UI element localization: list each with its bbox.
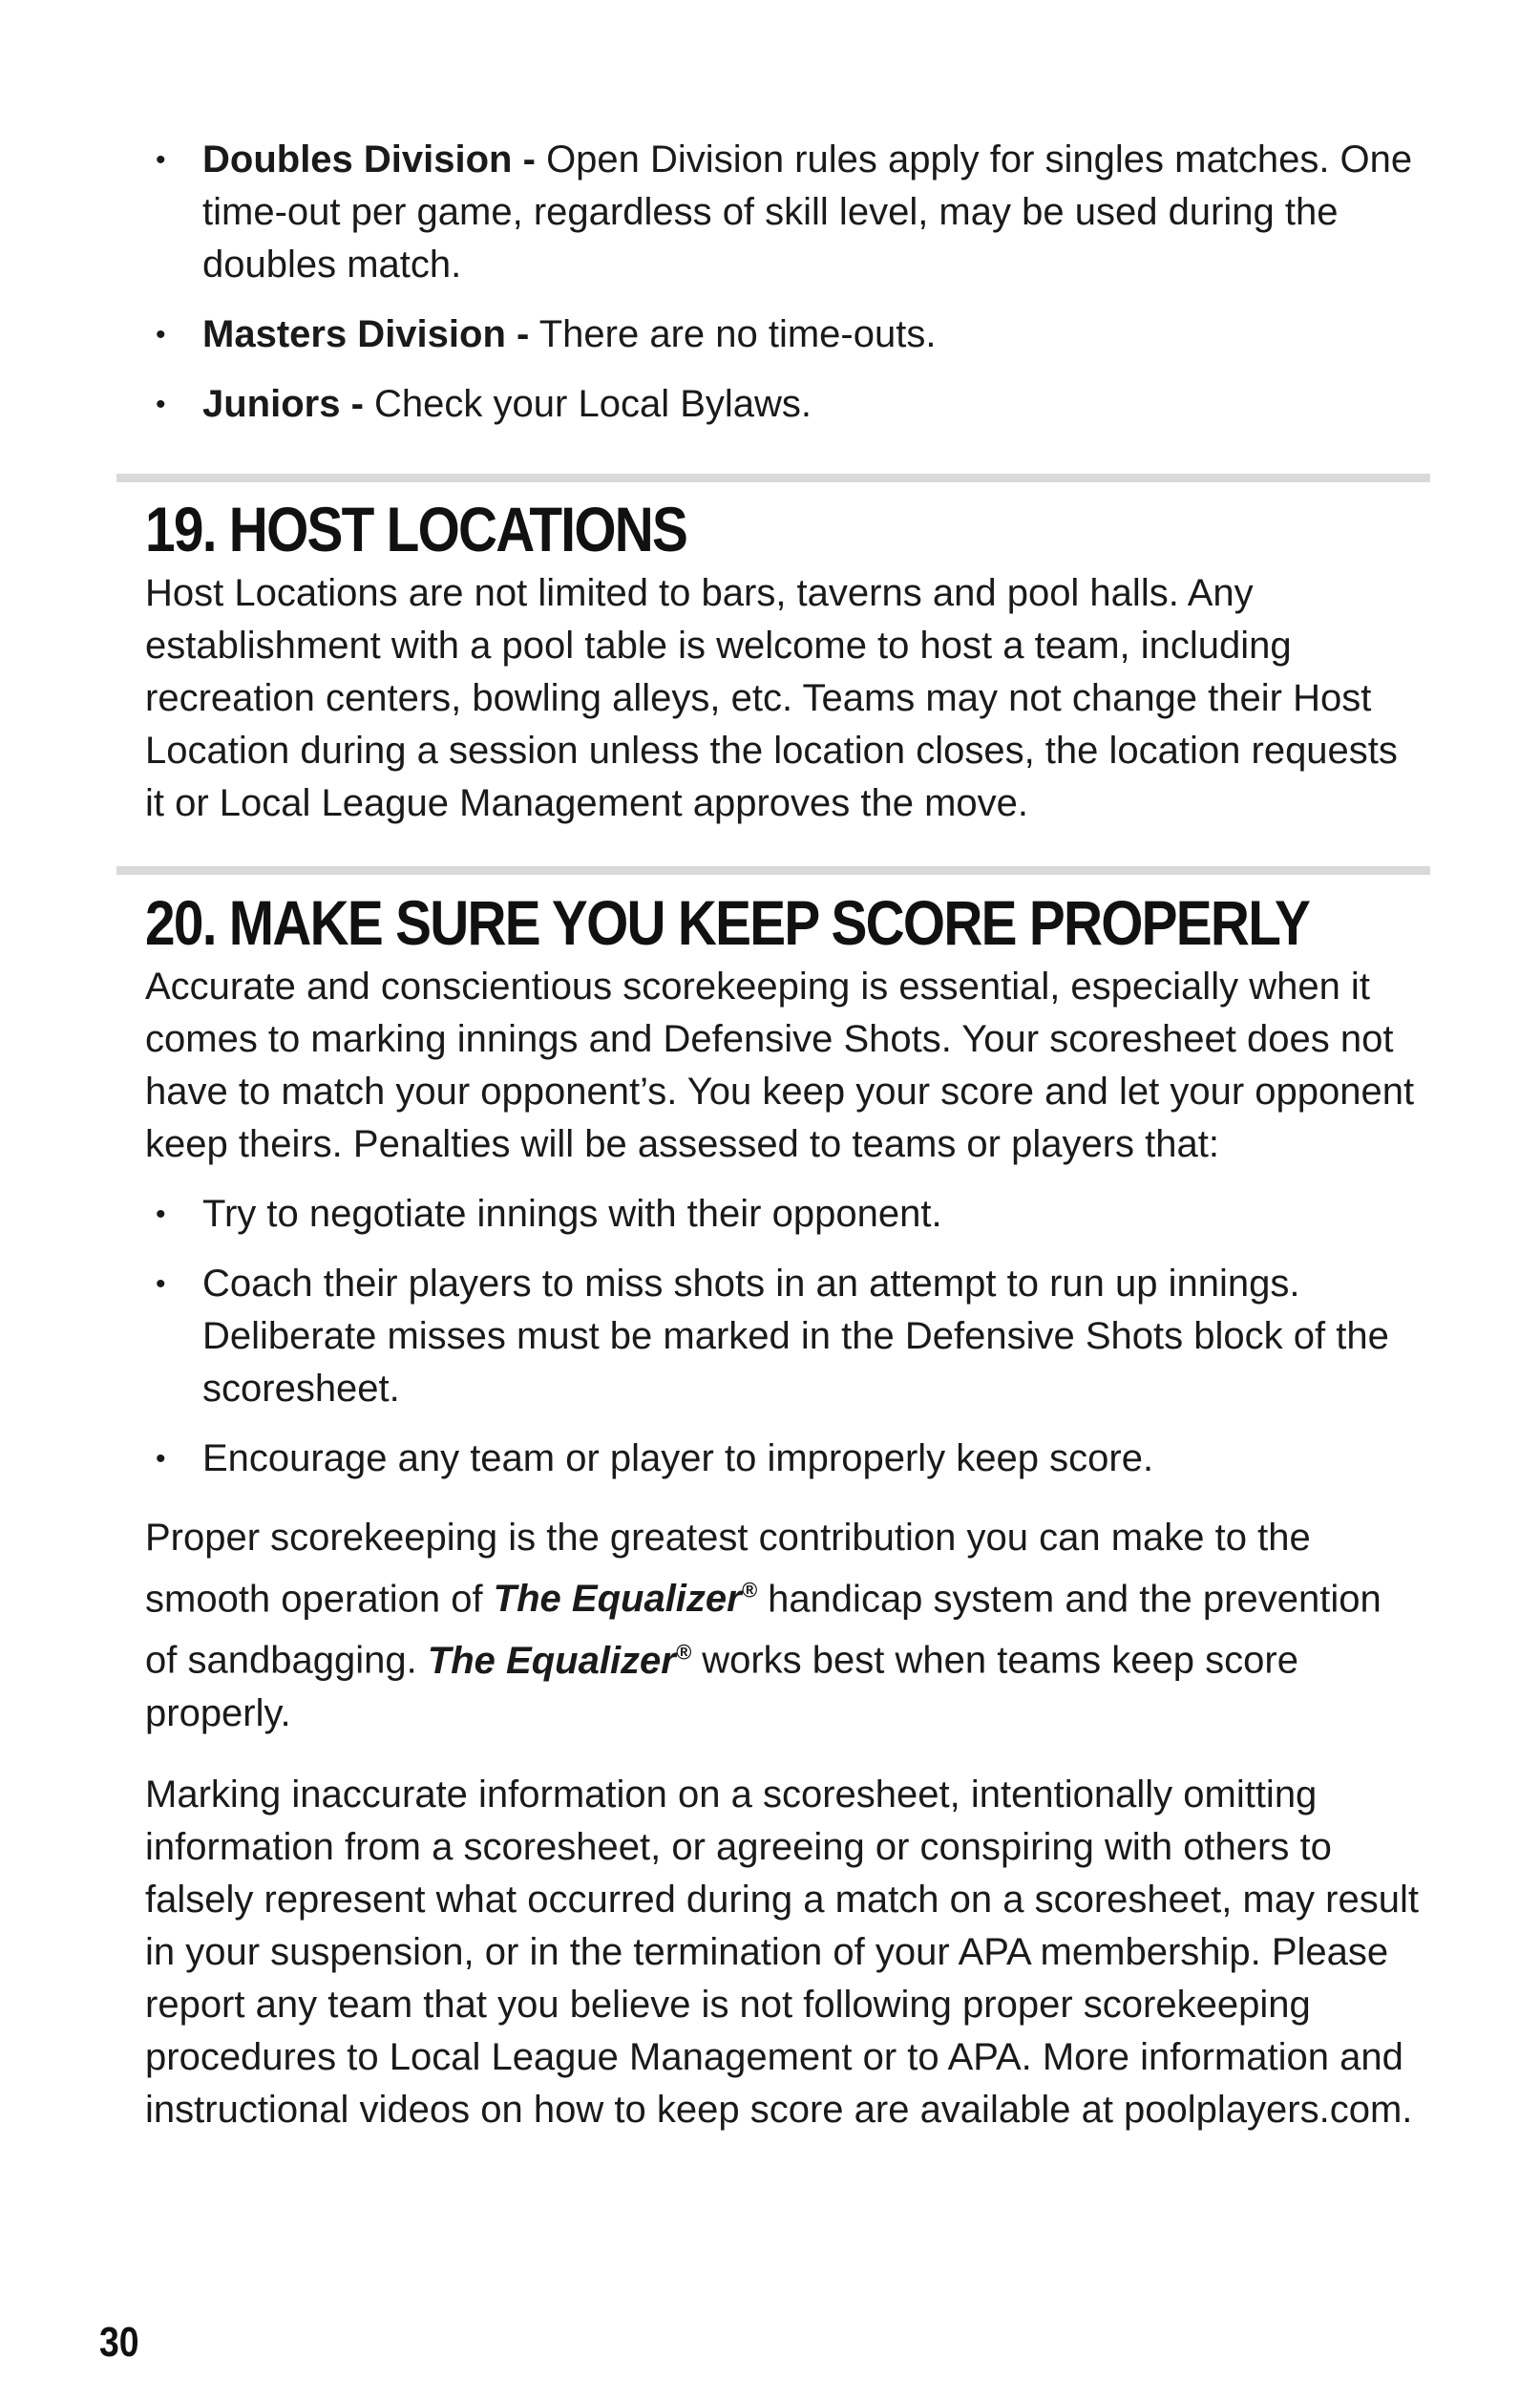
penalty-paragraph: Marking inaccurate information on a scoresheet, intentionally omitting information from a scoresheet, or agreeing or conspiring with others to falsely represent what occurred during a match on a scoresheet, may result in your suspension, or in the termination of your APA membership. Please report any team that you believe is not following proper scorekeeping procedures to Local League Management or to APA. More information and instructional videos on how to keep score are available at poolplayers.com. [145, 1773, 1419, 2131]
list-item: • Encourage any team or player to improperly keep score. [145, 1433, 1420, 1485]
penalty-bullet-list [145, 1188, 1420, 1485]
list-item [145, 378, 1415, 431]
brand-name: The Equalizer [427, 1639, 676, 1682]
section-intro: Accurate and conscientious scorekeeping is essential, especially when it comes to marking innings and Defensive Shots. Your scoresheet does not have to match your opponent’s. You keep your score and let your opponent keep theirs. Penalties will be assessed to teams or players that: [145, 966, 1415, 1165]
top-bullet-list [145, 134, 1415, 431]
bullet-term: Juniors - [202, 383, 364, 425]
text-span: works best when teams keep score properly. [145, 1639, 1298, 1734]
top-bullet-list-container [145, 134, 1415, 448]
list-item [145, 308, 1415, 361]
brand-name: The Equalizer [493, 1578, 742, 1621]
section-divider [116, 866, 1430, 875]
bullet-text: There are no time-outs. [538, 313, 937, 355]
registered-mark: ® [675, 1640, 692, 1665]
section-paragraph: Host Locations are not limited to bars, taverns and pool halls. Any establishment with a pool table is welcome to host a team, including recreation centers, bowling alleys, etc. Teams may not change their Host Location during a session unless the location closes, the location requests it or Local League Management approves the move. [145, 572, 1398, 824]
bullet-term: Masters Division - [202, 313, 530, 355]
page-number: 30 [99, 2319, 139, 2366]
registered-mark: ® [741, 1579, 757, 1603]
section-divider [116, 474, 1430, 482]
list-item: • Try to negotiate innings with their opponent. [145, 1188, 1420, 1241]
equalizer-paragraph [145, 1512, 1420, 1740]
list-item: • Coach their players to miss shots in an attempt to run up innings. Deliberate misses must be marked in the Defensive Shots block of the scoresheet. [145, 1258, 1420, 1415]
bullet-text: Check your Local Bylaws. [374, 383, 812, 425]
bullet-term: Doubles Division - [202, 138, 536, 181]
section-keep-score [145, 888, 1420, 2136]
text-span: handicap system and the prevention of sandbagging. [145, 1578, 1382, 1682]
section-heading: 19. HOST LOCATIONS [145, 494, 687, 564]
text-span: Proper scorekeeping is the greatest contribution you can make to the smooth operation of [145, 1517, 1311, 1621]
section-host-locations [145, 495, 1420, 830]
list-item [145, 134, 1415, 291]
section-heading: 20. MAKE SURE YOU KEEP SCORE PROPERLY [145, 887, 1310, 958]
bullet-text: Open Division rules apply for singles matches. One time-out per game, regardless of skill level, may be used during the doubles match. [202, 138, 1413, 286]
